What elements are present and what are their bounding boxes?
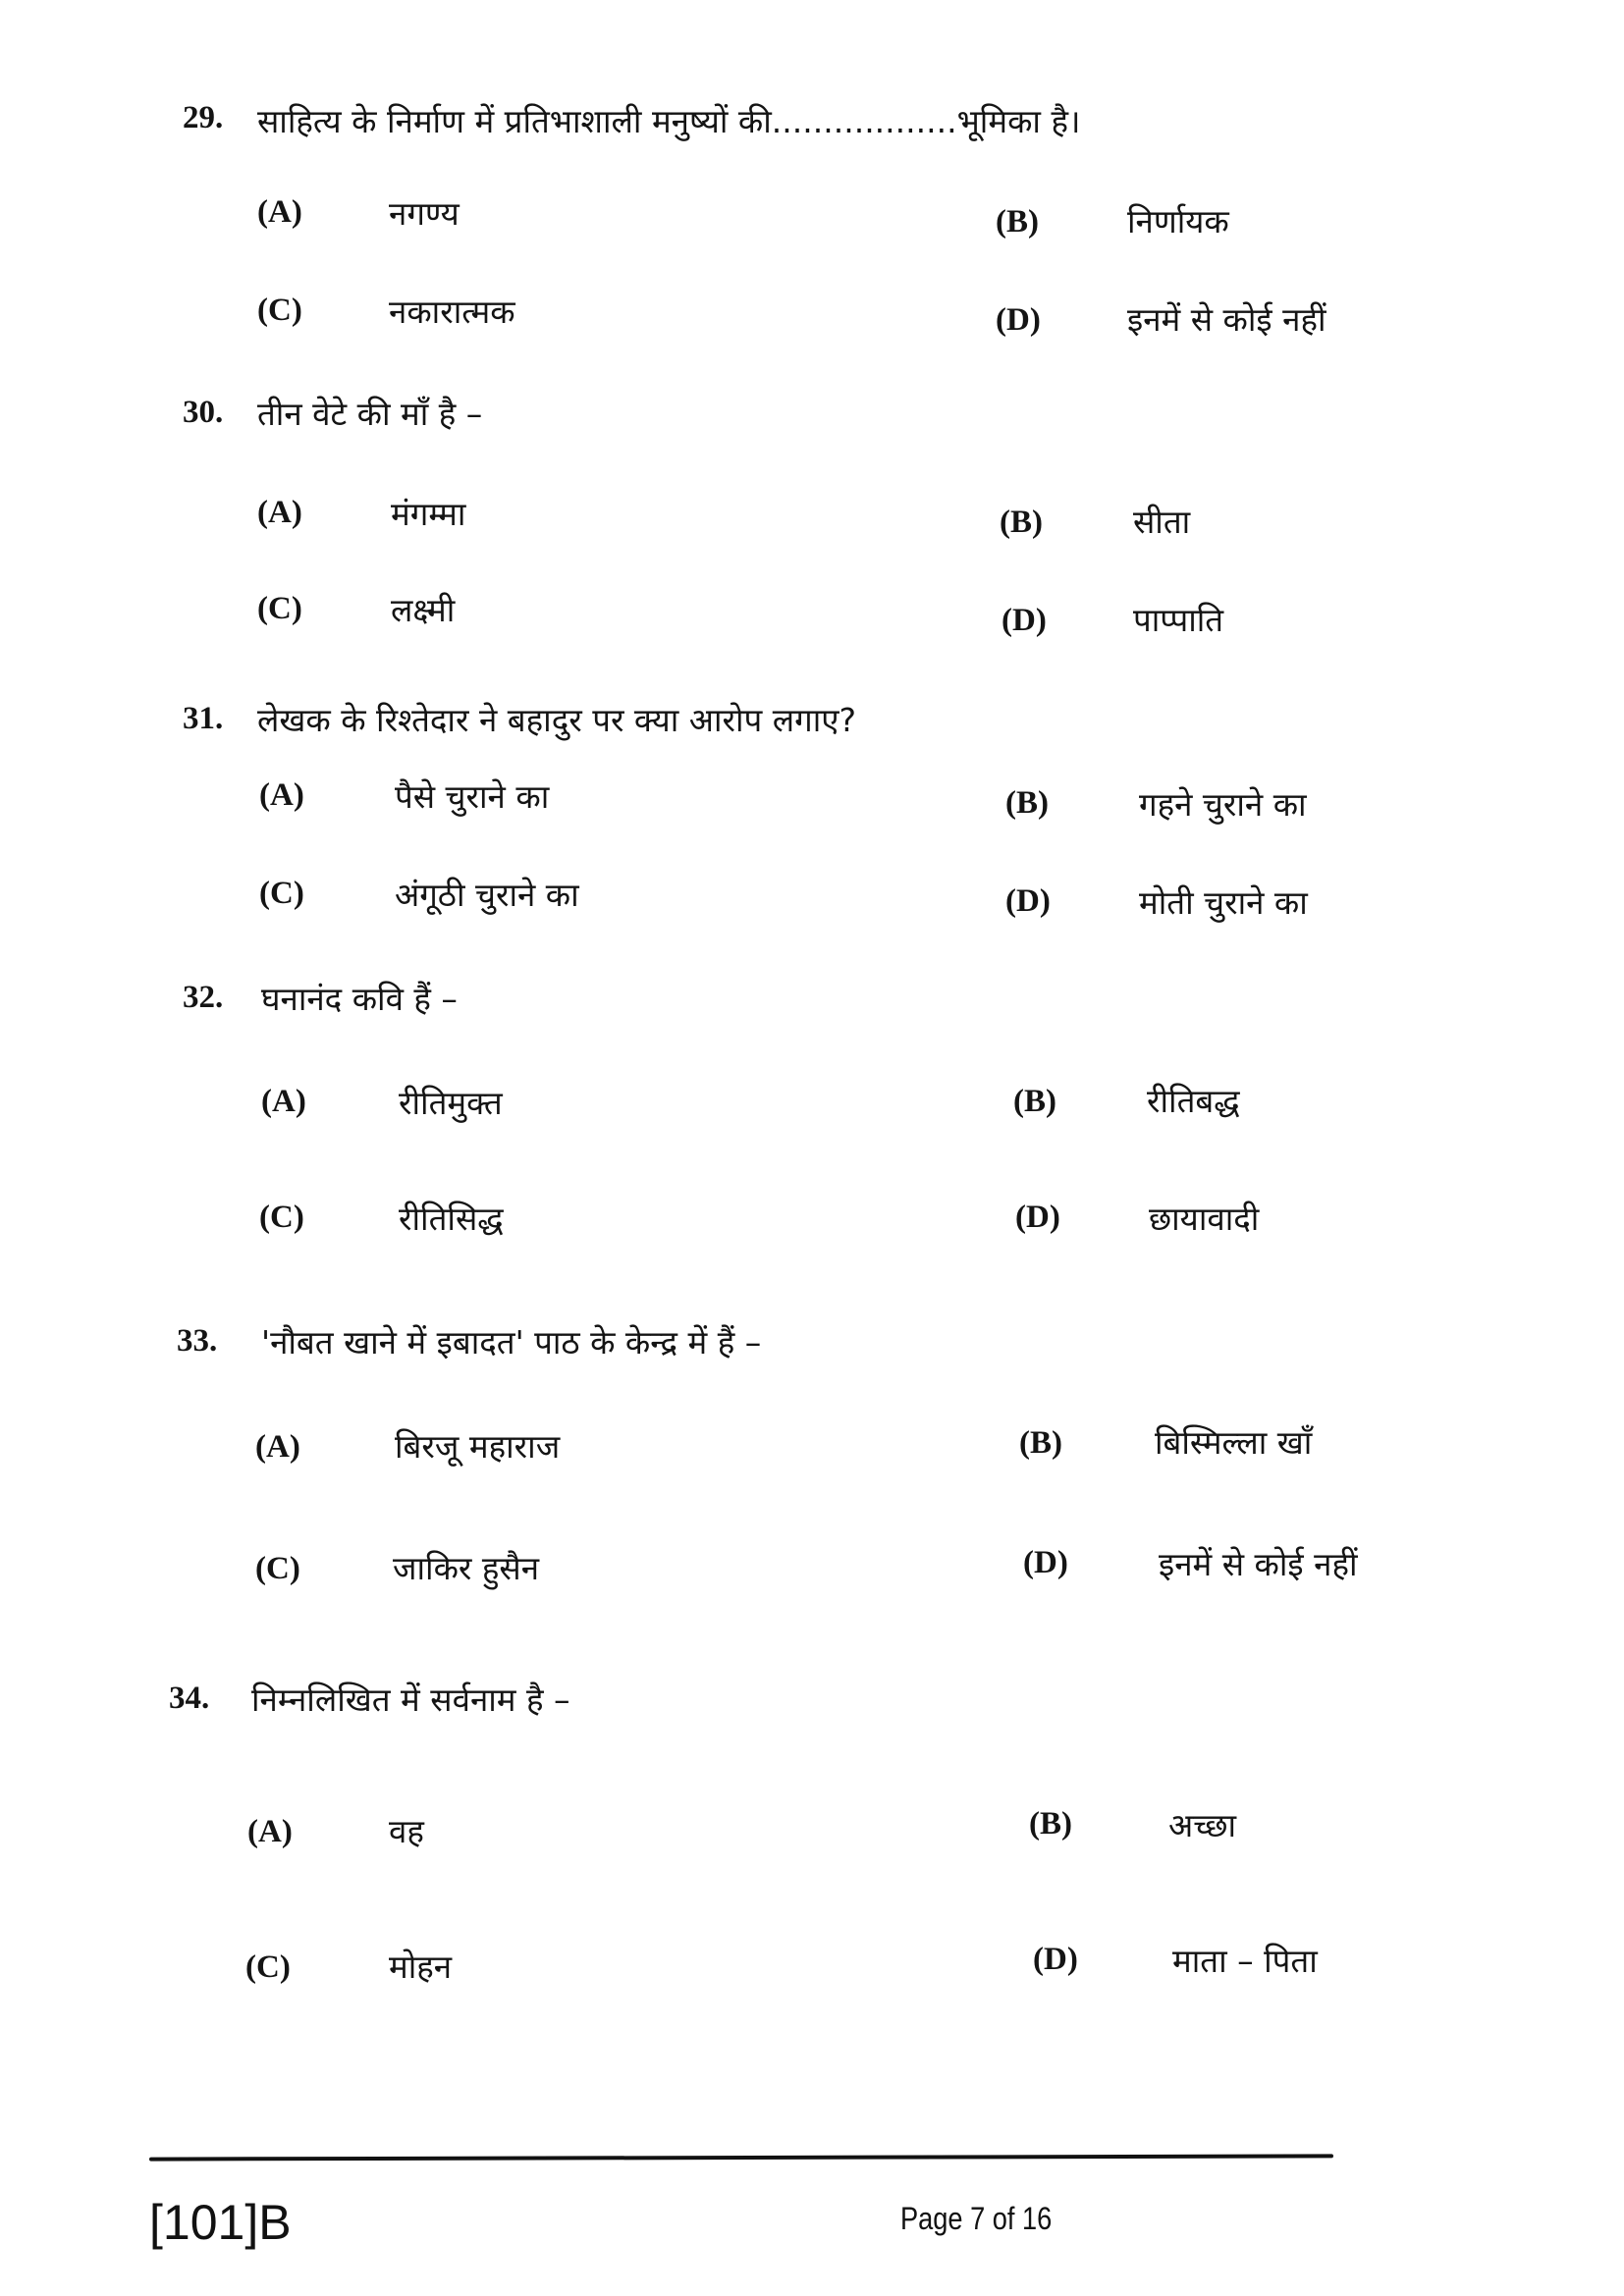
paper-code: [101]B xyxy=(149,2195,292,2250)
option-text: इनमें से कोई नहीं xyxy=(1159,1545,1358,1583)
option-text: पाप्पाति xyxy=(1133,601,1224,639)
option-letter: (C) xyxy=(257,293,302,328)
option-letter: (B) xyxy=(1013,1084,1056,1119)
option-letter: (D) xyxy=(1033,1942,1078,1977)
option-text: अच्छा xyxy=(1168,1806,1237,1844)
option-text: मोती चुराने का xyxy=(1139,883,1308,922)
option-letter: (A) xyxy=(257,194,302,230)
option-text: निर्णायक xyxy=(1127,202,1229,240)
option-text: बिरजू महाराज xyxy=(395,1427,561,1466)
option-letter: (C) xyxy=(257,591,302,626)
question-text: 'नौबत खाने में इबादत' पाठ के केन्द्र में हैं – xyxy=(261,1323,762,1362)
question-number: 29. xyxy=(183,100,224,135)
option-text: अंगूठी चुराने का xyxy=(395,876,579,914)
option-text: मंगम्मा xyxy=(391,495,466,533)
option-text: नकारात्मक xyxy=(389,293,515,331)
question-number: 33. xyxy=(177,1323,218,1359)
option-letter: (B) xyxy=(1019,1425,1062,1461)
option-letter: (C) xyxy=(259,1200,304,1235)
option-letter: (B) xyxy=(1005,785,1049,821)
question-number: 31. xyxy=(183,701,224,736)
option-text: वह xyxy=(389,1812,424,1850)
question-text: निम्नलिखित में सर्वनाम है – xyxy=(251,1681,570,1719)
option-text: नगण्य xyxy=(389,194,460,233)
option-text: बिस्मिल्ला खाँ xyxy=(1155,1423,1313,1462)
footer-divider xyxy=(149,2154,1333,2161)
option-letter: (A) xyxy=(257,495,302,530)
question-number: 32. xyxy=(183,980,224,1015)
question-number: 34. xyxy=(169,1681,210,1716)
option-letter: (B) xyxy=(996,204,1039,240)
question-text: साहित्य के निर्माण में प्रतिभाशाली मनुष्यों की..................भूमिका है। xyxy=(257,102,1081,140)
option-letter: (A) xyxy=(261,1084,306,1119)
option-letter: (D) xyxy=(1015,1200,1060,1235)
option-letter: (D) xyxy=(996,302,1041,338)
option-text: छायावादी xyxy=(1149,1200,1260,1238)
option-text: इनमें से कोई नहीं xyxy=(1127,300,1326,339)
option-text: लक्ष्मी xyxy=(391,591,456,629)
option-letter: (C) xyxy=(255,1551,300,1586)
option-letter: (A) xyxy=(259,777,304,813)
option-letter: (B) xyxy=(1000,505,1043,540)
question-text: लेखक के रिश्तेदार ने बहादुर पर क्या आरोप लगाए? xyxy=(257,701,857,739)
question-text: तीन वेटे की माँ है – xyxy=(257,395,483,433)
option-letter: (D) xyxy=(1001,603,1047,638)
option-text: रीतिमुक्त xyxy=(399,1084,503,1122)
question-number: 30. xyxy=(183,395,224,430)
option-text: सीता xyxy=(1133,503,1191,541)
option-text: पैसे चुराने का xyxy=(395,777,550,816)
option-letter: (A) xyxy=(255,1429,300,1465)
option-text: रीतिसिद्ध xyxy=(399,1200,504,1238)
option-letter: (C) xyxy=(259,876,304,911)
option-letter: (B) xyxy=(1029,1806,1072,1842)
option-text: माता – पिता xyxy=(1172,1942,1318,1980)
question-text: घनानंद कवि हैं – xyxy=(261,980,458,1018)
option-letter: (D) xyxy=(1023,1545,1068,1580)
option-letter: (C) xyxy=(245,1949,291,1985)
page-number: Page 7 of 16 xyxy=(900,2201,1053,2236)
option-letter: (A) xyxy=(247,1814,293,1849)
option-text: जाकिर हुसैन xyxy=(393,1549,540,1587)
option-letter: (D) xyxy=(1005,883,1051,919)
option-text: मोहन xyxy=(389,1948,453,1986)
option-text: गहने चुराने का xyxy=(1139,785,1307,824)
option-text: रीतिबद्ध xyxy=(1147,1082,1240,1120)
